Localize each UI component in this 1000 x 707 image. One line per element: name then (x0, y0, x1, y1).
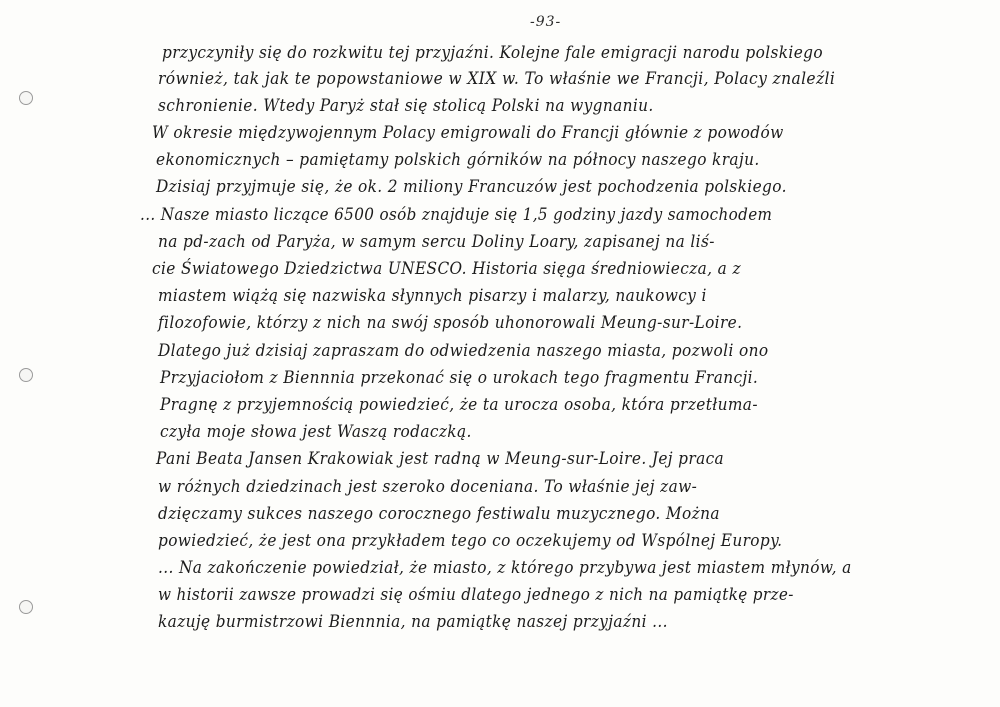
text-line: ekonomicznych – pamiętamy polskich górników na północy naszego kraju. (156, 150, 760, 169)
text-line: Pragnę z przyjemnością powiedzieć, że ta urocza osoba, która przetłuma- (160, 395, 758, 414)
punch-hole-icon (19, 368, 33, 382)
text-line: Pani Beata Jansen Krakowiak jest radną w Meung-sur-Loire. Jej praca (156, 449, 725, 468)
text-line: ... Nasze miasto liczące 6500 osób znajduje się 1,5 godziny jazdy samochodem (140, 205, 773, 224)
text-line: przyczyniły się do rozkwitu tej przyjaźni. Kolejne fale emigracji narodu polskiego (162, 43, 823, 62)
text-line: W okresie międzywojennym Polacy emigrowali do Francji głównie z powodów (152, 123, 784, 142)
text-line: kazuję burmistrzowi Biennnia, na pamiątkę naszej przyjaźni ... (158, 612, 668, 631)
text-line: dzięczamy sukces naszego corocznego festiwalu muzycznego. Można (158, 504, 720, 523)
text-line: na pd-zach od Paryża, w samym sercu Doliny Loary, zapisanej na liś- (158, 232, 715, 251)
text-line: schronienie. Wtedy Paryż stał się stolicą Polski na wygnaniu. (158, 96, 654, 115)
text-line: ... Na zakończenie powiedział, że miasto, z którego przybywa jest miastem młynów, a (158, 558, 852, 577)
text-line: w historii zawsze prowadzi się ośmiu dlatego jednego z nich na pamiątkę prze- (158, 585, 794, 604)
text-line: Dzisiaj przyjmuje się, że ok. 2 miliony Francuzów jest pochodzenia polskiego. (156, 177, 787, 196)
text-line: cie Światowego Dziedzictwa UNESCO. Historia sięga średniowiecza, a z (152, 259, 741, 278)
text-line: miastem wiążą się nazwiska słynnych pisarzy i malarzy, naukowcy i (158, 286, 707, 305)
punch-hole-icon (19, 600, 33, 614)
text-line: również, tak jak te popowstaniowe w XIX w. To właśnie we Francji, Polacy znaleźli (158, 69, 836, 88)
text-line: powiedzieć, że jest ona przykładem tego co oczekujemy od Wspólnej Europy. (158, 531, 783, 550)
text-line: Przyjaciołom z Biennnia przekonać się o urokach tego fragmentu Francji. (160, 368, 759, 387)
page-number: -93- (530, 14, 562, 30)
text-line: Dlatego już dzisiaj zapraszam do odwiedzenia naszego miasta, pozwoli ono (158, 341, 769, 360)
text-line: czyła moje słowa jest Waszą rodaczką. (160, 422, 472, 441)
punch-hole-icon (19, 91, 33, 105)
text-line: w różnych dziedzinach jest szeroko doceniana. To właśnie jej zaw- (158, 477, 698, 496)
text-line: filozofowie, którzy z nich na swój sposób uhonorowali Meung-sur-Loire. (158, 313, 743, 332)
